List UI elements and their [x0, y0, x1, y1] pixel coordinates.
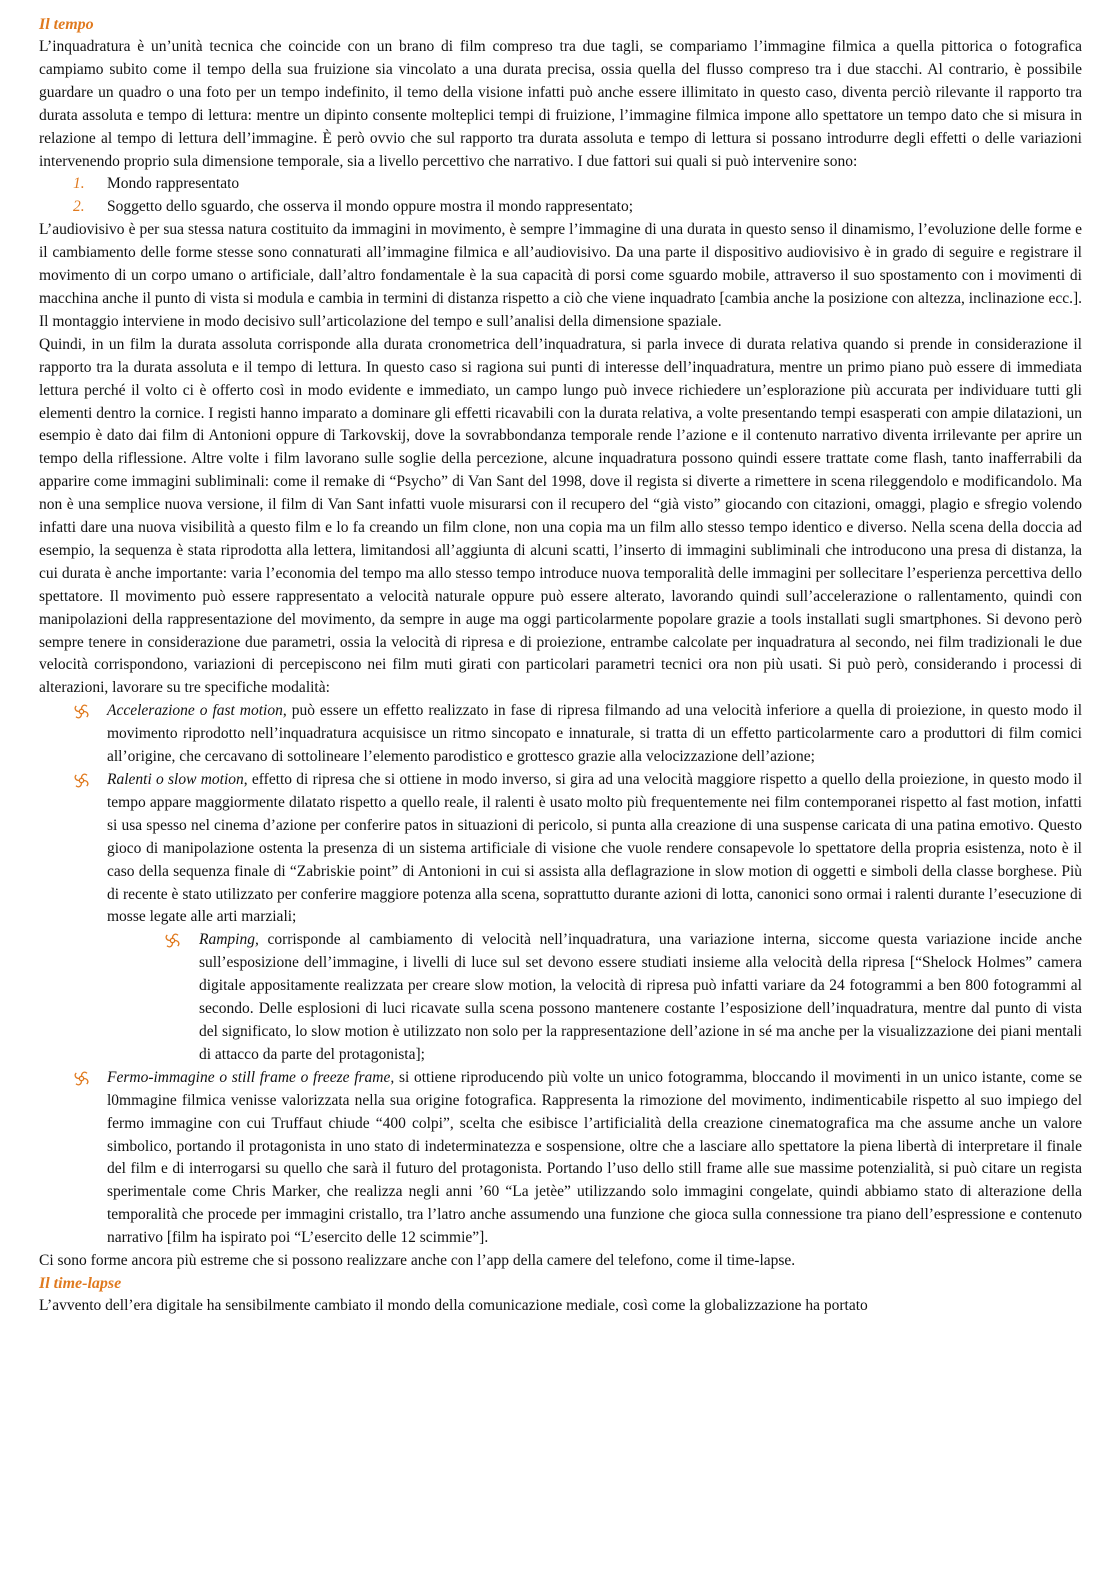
swirl-bullet-icon	[73, 772, 90, 789]
list-item	[39, 173, 1082, 196]
list-item-ramping	[39, 929, 1082, 1066]
list-item-text: Mondo rappresentato	[107, 175, 240, 193]
list-number: 1.	[73, 175, 85, 193]
term-label: Fermo-immagine o still frame o freeze frame,	[107, 1068, 395, 1086]
audiovisivo-paragraph: L’audiovisivo è per sua stessa natura costituito da immagini in movimento, è sempre l’immagine di una durata in questo senso il dinamismo, l’evoluzione delle forme e il cambiamento delle forme stesse sono connaturati all’immagine filmica e all’audiovisivo. Da una parte il dispositivo audiovisivo è in grado di seguire e registrare il movimento di un corpo umano o artificiale, dall’altro fondamentale è la sua capacità di porsi come sguardo mobile, attraverso il suo spostamento con i movimenti di macchina anche il punto di vista si modula e cambia in termini di distanza rispetto a ciò che viene inquadrato [cambia anche la posizione con altezza, inclinazione ecc.]. Il montaggio interviene in modo decisivo sull’articolazione del tempo e sull’analisi della dimensione spaziale.	[39, 221, 1082, 330]
term-description: corrisponde al cambiamento di velocità nell’inquadratura, una variazione interna, siccome questa variazione incide anche sull’esposizione dell’immagine, i livelli di luce sul set devono essere studiati insieme alla velocità della ripresa [“Shelock Holmes” camera digitale appositamente realizzata per creare slow motion, la velocità di ripresa può infatti variare da 24 fotogrammi a ben 800 fotogrammi al secondo. Delle esplosioni di luci ricavate sulla scena possono mantenere costante l’esposizione dell’inquadratura, mentre dal punto di vista del significato, lo slow motion è utilizzato non solo per la rappresentazione dell’azione in sé ma anche per la visualizzazione dei piani mentali di attacco da parte del protagonista];	[199, 931, 1082, 1063]
term-description: , può essere un effetto realizzato in fase di ripresa filmando ad una velocità inferiore a quella di proiezione, in questo modo il movimento riprodotto nell’inquadratura acquisisce un ritmo sincopato e innaturale, si tratta di un effetto particolarmente caro a produttori di film comici all’origine, che cercavano di sottolineare l’elemento parodistico e grottesco grazie alla velocizzazione dell’azione;	[107, 702, 1082, 766]
swirl-bullet-icon	[73, 1070, 90, 1087]
swirl-bullet-icon	[73, 703, 90, 720]
factors-list	[39, 173, 1082, 219]
term-description: , effetto di ripresa che si ottiene in modo inverso, si gira ad una velocità maggiore rispetto a quello della proiezione, in questo modo il tempo appare maggiormente dilatato rispetto a quello reale, il ralenti è usato molto più frequentemente nei film contemporanei rispetto al fast motion, infatti si usa spesso nel cinema d’azione per conferire patos in situazioni di pericolo, si punta alla creazione di una suspense caricata di una patina emotivo. Questo gioco di manipolazione ostenta la presenza di un sistema artificiale di visione che vuole rendere consapevole lo spettatore della propria esistenza, noto è il caso della sequenza finale di “Zabriskie point” di Antonioni in cui si assista alla deflagrazione in slow motion di oggetti e simboli della classe borghese. Più di recente è stato utilizzato per conferire maggiore potenza alla scena, soprattutto durante azioni di lotta, canonici sono ormai i ralenti durante l’esecuzione di mosse legate alle arti marziali;	[107, 771, 1083, 926]
section-title-time-lapse: Il time-lapse	[39, 1274, 122, 1292]
modes-list	[39, 700, 1082, 1250]
list-number: 2.	[73, 198, 85, 216]
section-title-il-tempo: Il tempo	[39, 16, 94, 33]
term-label: Ramping,	[199, 931, 259, 949]
swirl-bullet-icon	[164, 932, 181, 949]
term-description: si ottiene riproducendo più volte un unico fotogramma, bloccando il movimenti in un unico istante, come se l0mmagine filmica venisse valorizzata nella sua origine fotografica. Rappresenta la rimozione del movimento, indimenticabile rispetto al suo impiego del fermo immagine con cui Truffaut chiude “400 colpi”, scelta che esibisce l’artificialità della creazione cinematografica ma che assume anche un valore simbolico, portando il protagonista in uno stato di indeterminatezza e sospensione, oltre che a lasciare allo spettatore la piena libertà di interpretare il finale del film e di interrogarsi su quello che sarà il futuro del protagonista. Portando l’uso dello still frame alle sue massime potenzialità, si può citare un regista sperimentale come Chris Marker, che realizza negli anni ’60 “La jetèe” utilizzando solo immagini congelate, quindi abbiamo stato di alterazione della temporalità che procede per immagini cristallo, tra l’latro anche assumendo una funzione che gioca sulla connessione tra piano dell’espressione e contenuto narrativo [film ha ispirato poi “L’esercito delle 12 scimmie”].	[107, 1068, 1082, 1247]
document-page	[39, 14, 1082, 1318]
durata-paragraph: Quindi, in un film la durata assoluta corrisponde alla durata cronometrica dell’inquadratura, si parla invece di durata relativa quando si prende in considerazione il rapporto tra la durata assoluta e il tempo di lettura. In questo caso si ragiona sui punti di interesse dell’inquadratura, mentre un primo piano può essere di immediata lettura perché il volto ci è offerto così in modo evidente e immediato, un campo lungo può invece richiedere un’esplorazione più accurata per individuare tutti gli elementi dentro la cornice. I registi hanno imparato a dominare gli effetti ricavabili con la durata relativa, a volte presentando tempi esasperati con ampie dilatazioni, un esempio è dato dai film di Antonioni oppure di Tarkovskij, dove la sovrabbondanza temporale rende l’azione e il contenuto narrativo diventa irrilevante per aprire un tempo della riflessione. Altre volte i film lavorano sulle soglie della percezione, alcune inquadratura possono quindi essere trattate come flash, tanto inafferrabili da apparire come immagini subliminali: come il remake di “Psycho” di Van Sant del 1998, dove il regista si diverte a rimettere in scena rileggendolo e modificandolo. Ma non è una semplice nuova versione, il film di Van Sant infatti vuole misurarsi con il recupero del “già visto” giocando con citazioni, omaggi, plagio e sfregio volendo infatti dare una nuova visibilità a questo film e lo fa creando un film clone, non una copia ma un film allo stesso tempo identico e diverso. Nella scena della doccia ad esempio, la sequenza è stata riprodotta alla lettera, limitandosi all’aggiunta di alcuni scatti, l’inserto di immagini subliminali che introducono una presa di distanza, la cui durata è anche importante: varia l’economia del tempo ma allo stesso tempo introduce nuova temporalità delle immagini per sollecitare l’esperienza percettiva dello spettatore. Il movimento può essere rappresentato a velocità naturale oppure può essere alterato, lavorando quindi sull’accelerazione o rallentamento, quindi con manipolazioni della rappresentazione del movimento, da sempre in auge ma oggi particolarmente popolare grazie a tools installati sugli smartphones. Si devono però sempre tenere in considerazione due parametri, ossia la velocità di ripresa e di proiezione, entrambe calcolate per inquadratura al secondo, nei film tradizionali le due velocità corrispondono, variazioni di percepiscono nei film muti girati con particolari parametri tecnici ora non più usati. Si può però, considerando i processi di alterazioni, lavorare su tre specifiche modalità:	[39, 335, 1082, 697]
list-item-fast-motion	[39, 700, 1082, 769]
term-label: Ralenti o slow motion	[107, 771, 244, 788]
list-item-freeze-frame	[39, 1067, 1082, 1250]
list-item-text: Soggetto dello sguardo, che osserva il mondo oppure mostra il mondo rappresentato;	[107, 198, 634, 216]
term-label: Accelerazione o fast motion	[107, 702, 283, 720]
list-item-slow-motion	[39, 769, 1082, 929]
closing-paragraph: Ci sono forme ancora più estreme che si possono realizzare anche con l’app della camere del telefono, come il time-lapse.	[39, 1252, 796, 1270]
time-lapse-intro: L’avvento dell’era digitale ha sensibilmente cambiato il mondo della comunicazione mediale, così come la globalizzazione ha portato	[39, 1296, 868, 1314]
list-item	[39, 196, 1082, 219]
intro-paragraph: L’inquadratura è un’unità tecnica che coincide con un brano di film compreso tra due tagli, se compariamo l’immagine filmica a quella pittorica o fotografica campiamo subito come il tempo della sua fruizione sia vincolato a una durata precisa, ossia quella del flusso compreso tra i due stacchi. Al contrario, è possibile guardare un quadro o una foto per un tempo indefinito, il temo della visione infatti può anche essere illimitato in questo caso, diventa perciò rilevante il rapporto tra durata assoluta e tempo di lettura: mentre un dipinto consente molteplici tempi di fruizione, l’immagine filmica impone allo spettatore un tempo dato che si misura in relazione al tempo di lettura dell’immagine. È però ovvio che sul rapporto tra durata assoluta e tempo di lettura si possano introdurre degli effetti o delle variazioni intervenendo proprio sula dimensione temporale, sia a livello percettivo che narrativo. I due fattori sui quali si può intervenire sono:	[39, 38, 1082, 170]
